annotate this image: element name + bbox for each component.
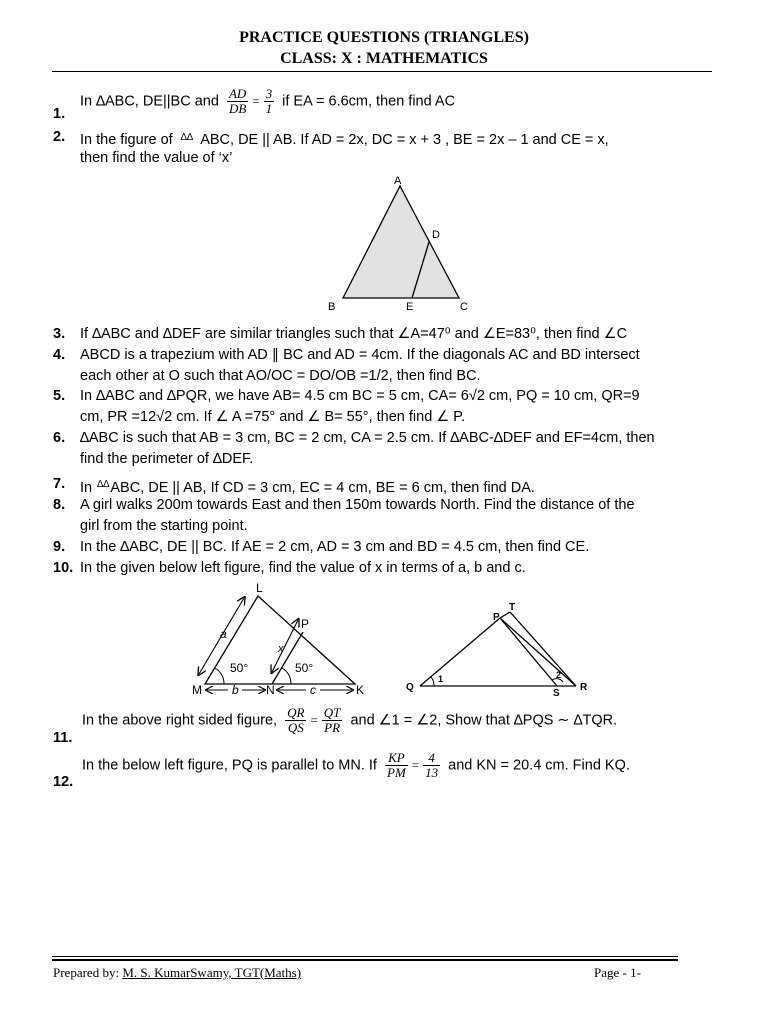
question-1: In ∆ABC, DE||BC and $\frac{AD}{DB}$ = $\frac{3}{1}$ if EA = 6.6cm, then find AC: [80, 86, 456, 116]
angle-50-left: 50°: [230, 661, 249, 675]
triangle-symbol: ∆∆: [180, 132, 193, 143]
question-8-line-1: A girl walks 200m towards East and then 150m towards North. Find the distance of the: [80, 497, 635, 513]
label-e: E: [406, 301, 414, 313]
q1-fraction-right: $\frac{3}{1}$: [265, 86, 273, 116]
page-title: PRACTICE QUESTIONS (TRIANGLES): [239, 29, 529, 46]
q5-number: 5.: [53, 388, 66, 404]
question-7: In ∆∆ABC, DE || AB, If CD = 3 cm, EC = 4 cm, BE = 6 cm, then find DA.: [80, 479, 535, 496]
footer-credit: [53, 965, 301, 981]
q9-number: 9.: [53, 539, 66, 555]
triangle-symbol: ∆∆: [97, 479, 110, 490]
label-p: P: [493, 612, 500, 623]
label-n: N: [266, 683, 275, 697]
q11-fraction-left: $\frac{QR}{QS}$: [287, 705, 305, 735]
label-l: L: [256, 581, 263, 595]
question-8-line-2: girl from the starting point.: [80, 518, 248, 534]
label-k: K: [356, 683, 365, 697]
page-number: Page - 1-: [594, 965, 641, 980]
question-5-line-2: cm, PR =12√2 cm. If ∠ A =75° and ∠ B= 55°, then find ∠ P.: [80, 409, 466, 425]
q1-number: 1.: [53, 106, 66, 122]
label-c: c: [310, 683, 316, 697]
triangle-pqr-figure: [400, 598, 600, 698]
q12-number: 12.: [53, 774, 74, 790]
q8-number: 8.: [53, 497, 66, 513]
footer-divider-bottom: [52, 959, 678, 961]
question-12: In the below left figure, PQ is parallel to MN. If $\frac{KP}{PM}$ = $\frac{4}{13}$ and KN = 20.4 cm. Find KQ.: [82, 750, 630, 780]
question-2-line-1: In the figure of ∆∆ ABC, DE || AB. If AD = 2x, DC = x + 3 , BE = 2x – 1 and CE = x,: [80, 132, 609, 148]
label-t: T: [509, 602, 516, 613]
angle-50-right: 50°: [295, 661, 314, 675]
q2-number: 2.: [53, 129, 66, 145]
q11-number: 11.: [53, 730, 73, 746]
question-5-line-1: In ∆ABC and ∆PQR, we have AB= 4.5 cm BC = 5 cm, CA= 6√2 cm, PQ = 10 cm, QR=9: [80, 388, 640, 404]
question-3: If ∆ABC and ∆DEF are similar triangles such that ∠A=47⁰ and ∠E=83⁰, then find ∠C: [80, 326, 628, 342]
question-11: In the above right sided figure, $\frac{QR}{QS}$ = $\frac{QT}{PR}$ and ∠1 = ∠2, Show that ∆PQS ∼ ∆TQR.: [82, 705, 618, 735]
q12-fraction-right: $\frac{4}{13}$: [425, 750, 439, 780]
question-2-line-2: then find the value of ‘x’: [80, 150, 233, 166]
label-a: a: [220, 627, 227, 641]
label-q: Q: [406, 682, 414, 693]
question-10: In the given below left figure, find the value of x in terms of a, b and c.: [80, 560, 526, 576]
q10-number: 10.: [53, 560, 74, 576]
footer-divider-top: [52, 956, 678, 957]
page-subtitle: CLASS: X : MATHEMATICS: [280, 50, 488, 67]
label-x: x: [278, 643, 284, 655]
label-b: B: [328, 301, 336, 313]
question-6-line-2: find the perimeter of ∆DEF.: [80, 451, 254, 467]
question-9: In the ∆ABC, DE || BC. If AE = 2 cm, AD = 3 cm and BD = 4.5 cm, then find CE.: [80, 539, 590, 555]
q4-number: 4.: [53, 347, 66, 363]
footer-author: M. S. KumarSwamy, TGT(Maths): [122, 965, 302, 980]
angle-2: 2: [556, 670, 562, 680]
q1-fraction-left: $\frac{AD}{DB}$: [228, 86, 247, 116]
q1-text-pre: In ∆ABC, DE||BC and: [80, 93, 219, 110]
label-m: M: [192, 683, 202, 697]
q6-number: 6.: [53, 430, 66, 446]
label-p: P: [301, 617, 310, 631]
question-4-line-1: ABCD is a trapezium with AD ∥ BC and AD = 4cm. If the diagonals AC and BD intersect: [80, 347, 640, 363]
question-6-line-1: ∆ABC is such that AB = 3 cm, BC = 2 cm, CA = 2.5 cm. If ∆ABC-∆DEF and EF=4cm, then: [80, 430, 655, 446]
q3-number: 3.: [53, 326, 66, 342]
angle-1: 1: [438, 674, 444, 684]
triangle-abc-figure: [318, 172, 478, 317]
label-a: A: [394, 175, 402, 187]
footer-label: Prepared by:: [53, 965, 120, 980]
q12-fraction-left: $\frac{KP}{PM}$: [387, 750, 406, 780]
label-r: R: [580, 682, 588, 693]
label-c: C: [460, 301, 468, 313]
label-s: S: [553, 688, 560, 698]
q11-fraction-right: $\frac{QT}{PR}$: [323, 705, 341, 735]
label-d: D: [432, 229, 440, 241]
header-divider: [52, 71, 712, 72]
q1-text-post: if EA = 6.6cm, then find AC: [282, 93, 456, 110]
question-4-line-2: each other at O such that AO/OC = DO/OB =1/2, then find BC.: [80, 368, 481, 384]
triangle-lmk-figure: [180, 580, 380, 705]
q7-number: 7.: [53, 476, 66, 492]
label-b: b: [232, 683, 239, 697]
